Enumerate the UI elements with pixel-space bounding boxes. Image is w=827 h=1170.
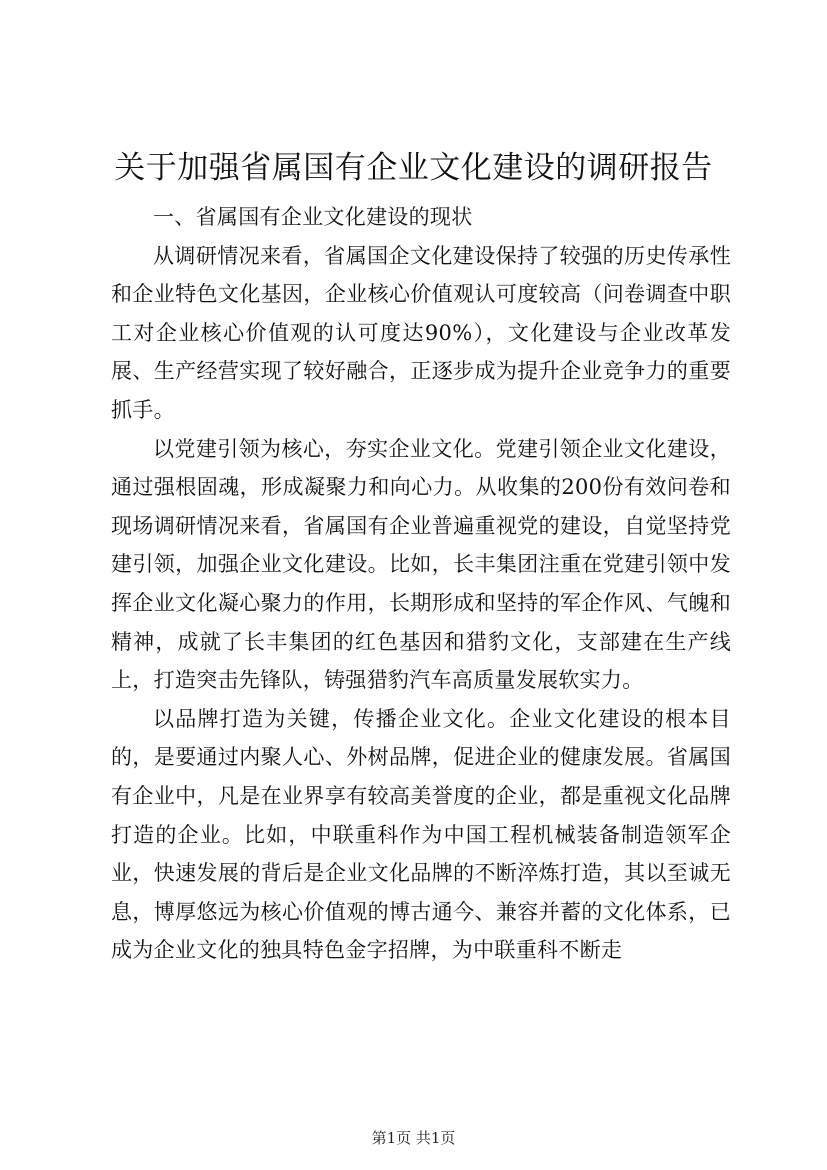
paragraph-brand-building: 以品牌打造为关键，传播企业文化。企业文化建设的根本目的，是要通过内聚人心、外树品牌，促进企业的健康发展。省属国有企业中，凡是在业界享有较高美誉度的企业，都是重视文化品牌打造的企业。比如，中联重科作为中国工程机械装备制造领军企业，快速发展的背后是企业文化品牌的不断淬炼打造，其以至诚无息，博厚悠远为核心价值观的博古通今、兼容并蓄的文化体系，已成为企业文化的独具特色金字招牌，为中联重科不断走 xyxy=(111,706,731,963)
page-footer: 第1页 共1页 xyxy=(371,1129,456,1147)
paragraph-overview: 从调研情况来看，省属国企文化建设保持了较强的历史传承性和企业特色文化基因，企业核心价值观认可度较高（问卷调查中职工对企业核心价值观的认可度达90%），文化建设与企业改革发展、生产经营实现了较好融合，正逐步成为提升企业竞争力的重要抓手。 xyxy=(111,243,731,422)
paragraph-party-building: 以党建引领为核心，夯实企业文化。党建引领企业文化建设，通过强根固魂，形成凝聚力和向心力。从收集的200份有效问卷和现场调研情况来看，省属国有企业普遍重视党的建设，自觉坚持党建引领，加强企业文化建设。比如，长丰集团注重在党建引领中发挥企业文化凝心聚力的作用，长期形成和坚持的军企作风、气魄和精神，成就了长丰集团的红色基因和猎豹文化，支部建在生产线上，打造突击先锋队，铸强猎豹汽车高质量发展软实力。 xyxy=(111,436,731,693)
section-heading: 一、省属国有企业文化建设的现状 xyxy=(153,205,473,229)
document-body xyxy=(111,198,731,970)
document-title: 关于加强省属国有企业文化建设的调研报告 xyxy=(114,150,713,186)
